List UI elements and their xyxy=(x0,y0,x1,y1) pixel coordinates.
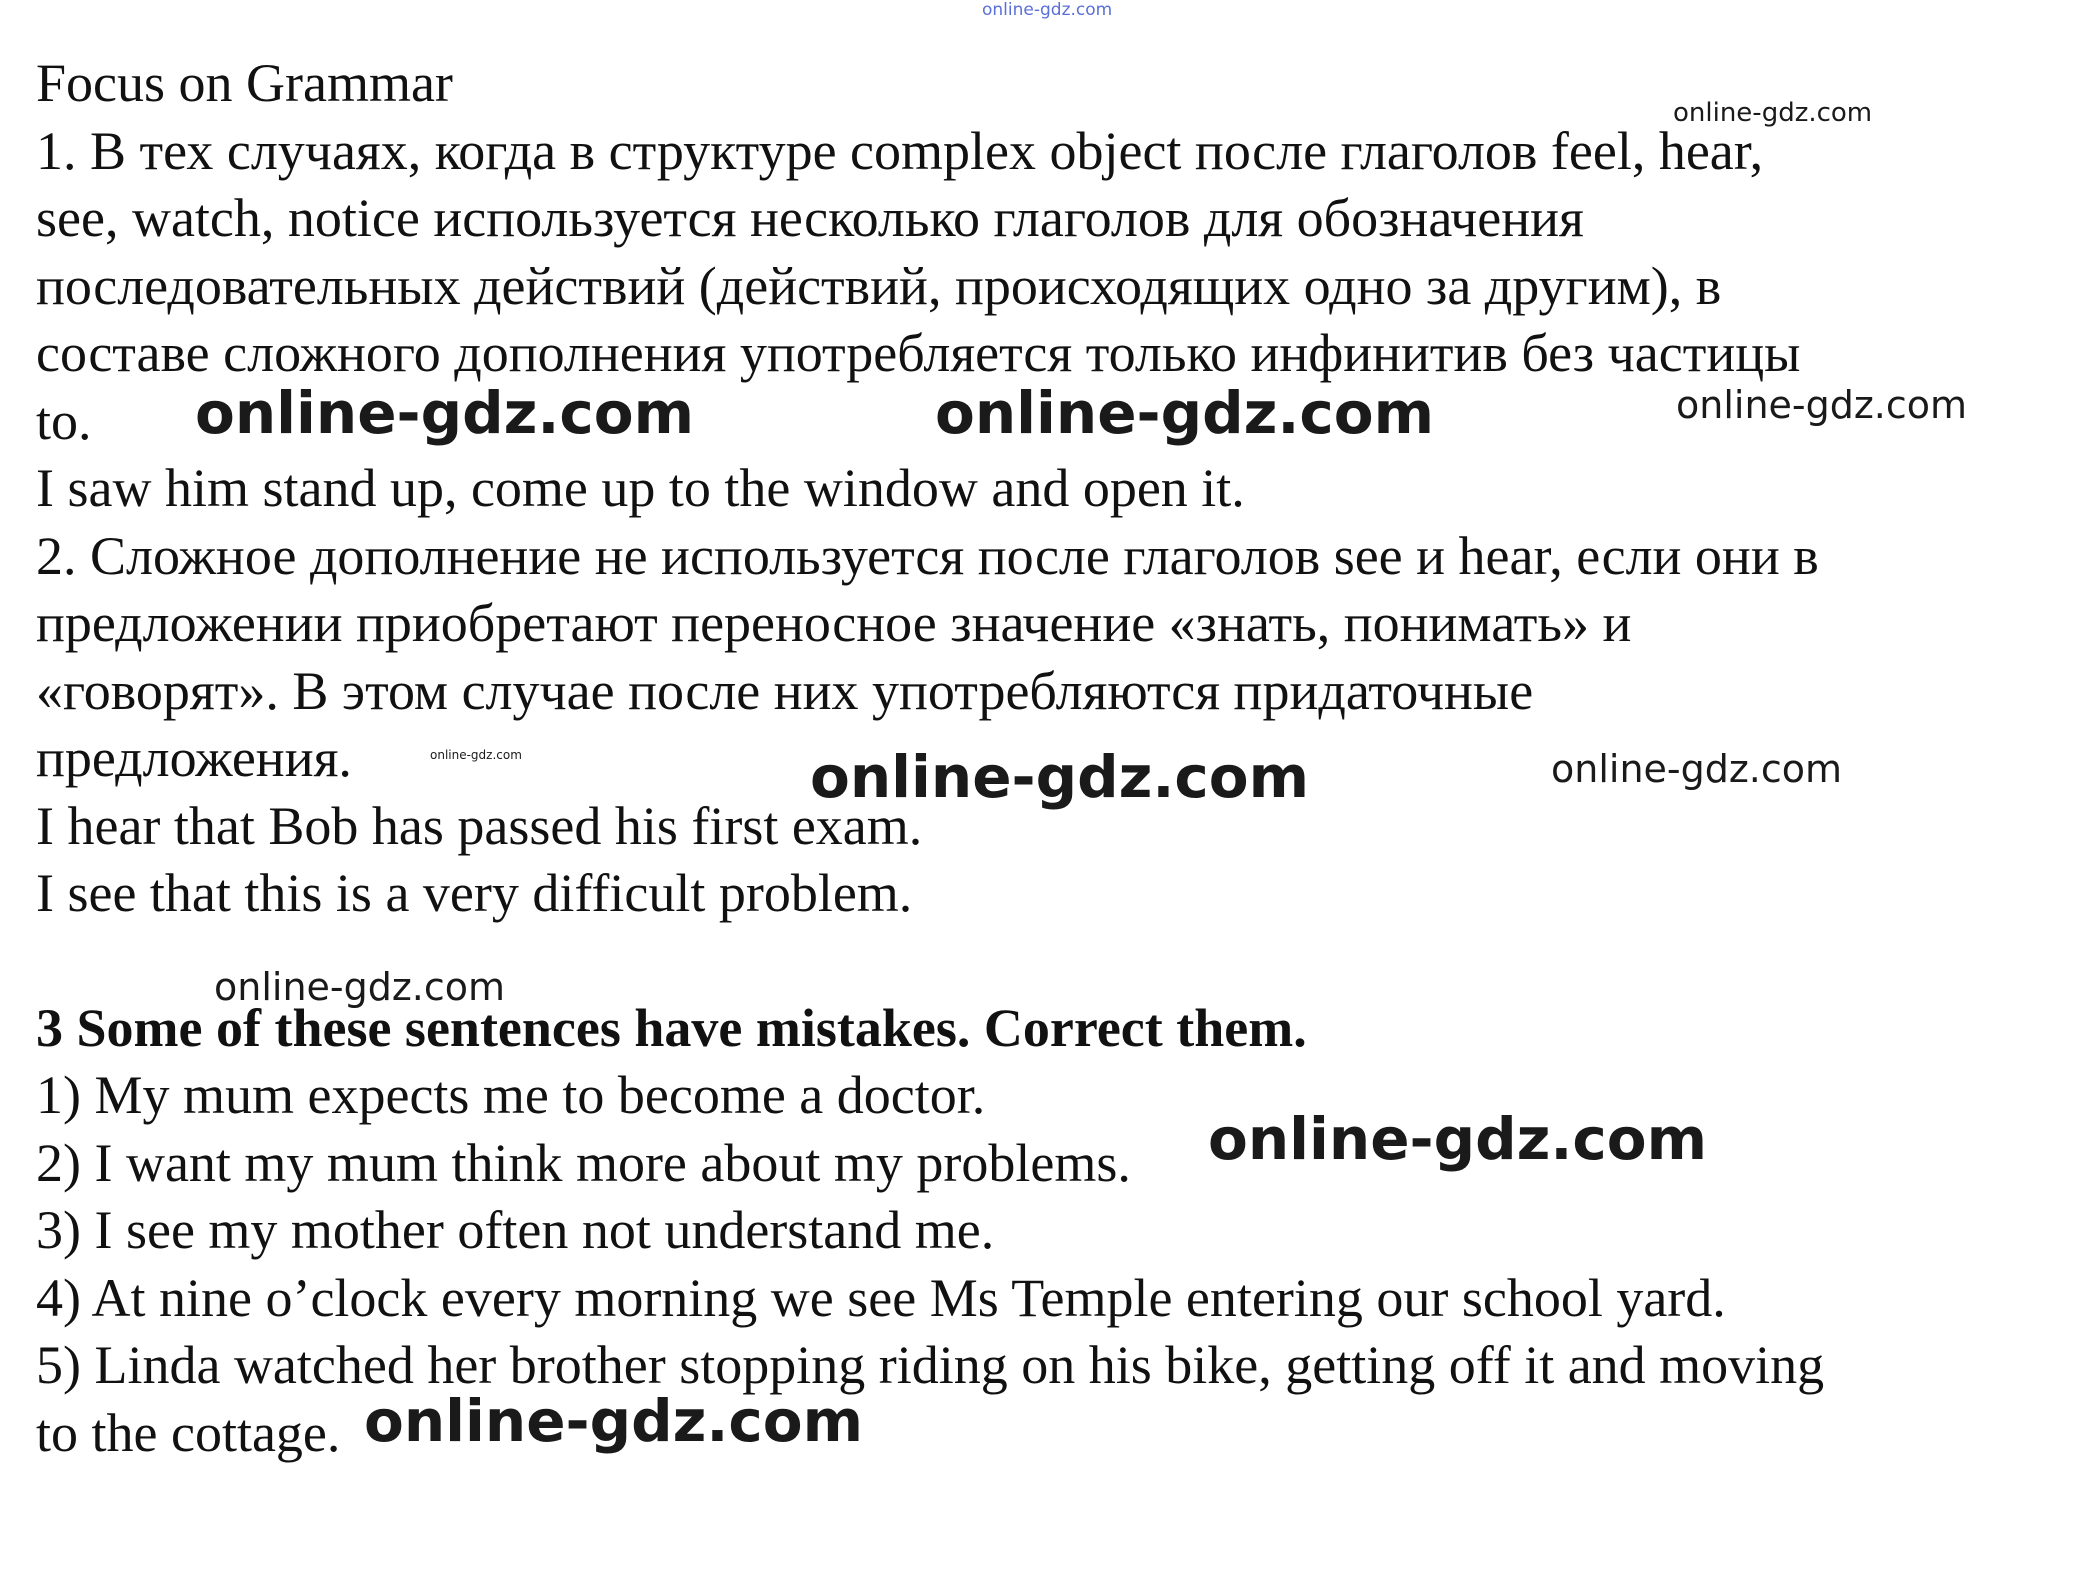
example-2b: I see that this is a very difficult problem. xyxy=(36,863,913,923)
rule-2-line-4: предложения. xyxy=(36,728,352,788)
sentence-2: 2) I want my mum think more about my problems. xyxy=(36,1132,1131,1193)
sentence-5-line-2: to the cottage. xyxy=(36,1402,341,1463)
rule-1-line-4: составе сложного дополнения употребляется только инфинитив без частицы xyxy=(36,323,1801,383)
watermark: online-gdz.com xyxy=(430,748,522,762)
sentence-1: 1) My mum expects me to become a doctor. xyxy=(36,1065,986,1125)
rule-2-line-2: предложении приобретают переносное значение «знать, понимать» и xyxy=(36,593,1632,653)
sentence-3: 3) I see my mother often not understand me. xyxy=(36,1200,995,1260)
watermark: online-gdz.com xyxy=(195,379,695,447)
rule-1-line-5: to. xyxy=(36,390,92,451)
watermark: online-gdz.com xyxy=(1208,1105,1708,1173)
watermark: online-gdz.com xyxy=(1676,383,1968,427)
watermark: online-gdz.com xyxy=(364,1387,864,1455)
example-1: I saw him stand up, come up to the window and open it. xyxy=(36,458,1245,518)
exercise-title: 3 Some of these sentences have mistakes. Correct them. xyxy=(36,997,1307,1058)
watermark: online-gdz.com xyxy=(1673,98,1873,128)
rule-2-line-3: «говорят». В этом случае после них употребляются придаточные xyxy=(36,660,1534,721)
watermark: online-gdz.com xyxy=(810,743,1310,811)
page-title: Focus on Grammar xyxy=(36,53,453,113)
sentence-4: 4) At nine o’clock every morning we see Ms Temple entering our school yard. xyxy=(36,1267,1726,1328)
rule-1-line-2: see, watch, notice используется несколько глаголов для обозначения xyxy=(36,188,1584,248)
rule-1-line-3: последовательных действий (действий, происходящих одно за другим), в xyxy=(36,255,1722,316)
watermark: online-gdz.com xyxy=(214,965,506,1009)
example-2a: I hear that Bob has passed his first exam. xyxy=(36,795,923,856)
watermark: online-gdz.com xyxy=(935,379,1435,447)
rule-1-line-1: 1. В тех случаях, когда в структуре complex object после глаголов feel, hear, xyxy=(36,120,1764,181)
rule-2-line-1: 2. Сложное дополнение не используется после глаголов see и hear, если они в xyxy=(36,525,1819,586)
watermark: online-gdz.com xyxy=(1551,747,1843,791)
watermark-top: online-gdz.com xyxy=(982,0,1113,20)
sentence-5-line-1: 5) Linda watched her brother stopping riding on his bike, getting off it and moving xyxy=(36,1335,1825,1395)
